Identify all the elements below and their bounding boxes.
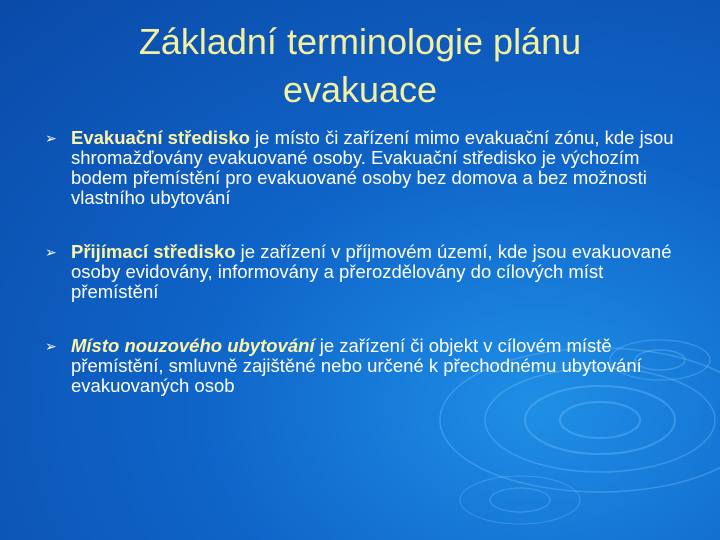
definition-text: je zařízení v příjmovém území, kde jsou evakuované osoby evidovány, informovány a přerozdělovány do cílových míst přemístění bbox=[71, 241, 672, 302]
slide-title: Základní terminologie plánu evakuace bbox=[138, 21, 582, 110]
arrow-bullet-icon: ➢ bbox=[45, 338, 57, 354]
definition-text: je místo či zařízení mimo evakuační zónu, kde jsou shromažďovány evakuované osoby. Evakuační středisko je výchozím bodem přemístění pro evakuované osoby bez domova a bez možnosti vlastního ubytování bbox=[71, 127, 674, 208]
term-label: Přijímací středisko bbox=[71, 241, 236, 262]
definition-text: je zařízení či objekt v cílovém místě přemístění, smluvně zajištěné nebo určené k přechodnému ubytování evakuovaných osob bbox=[71, 335, 642, 396]
definition-evakuacni-stredisko bbox=[45, 128, 685, 208]
definition-list bbox=[45, 128, 685, 396]
definition-prijimaci-stredisko bbox=[45, 242, 685, 302]
arrow-bullet-icon: ➢ bbox=[45, 244, 57, 260]
term-label: Místo nouzového ubytování bbox=[71, 335, 315, 356]
term-label: Evakuační středisko bbox=[71, 127, 250, 148]
arrow-bullet-icon: ➢ bbox=[45, 130, 57, 146]
definition-misto-nouzoveho-ubytovani bbox=[45, 336, 685, 396]
